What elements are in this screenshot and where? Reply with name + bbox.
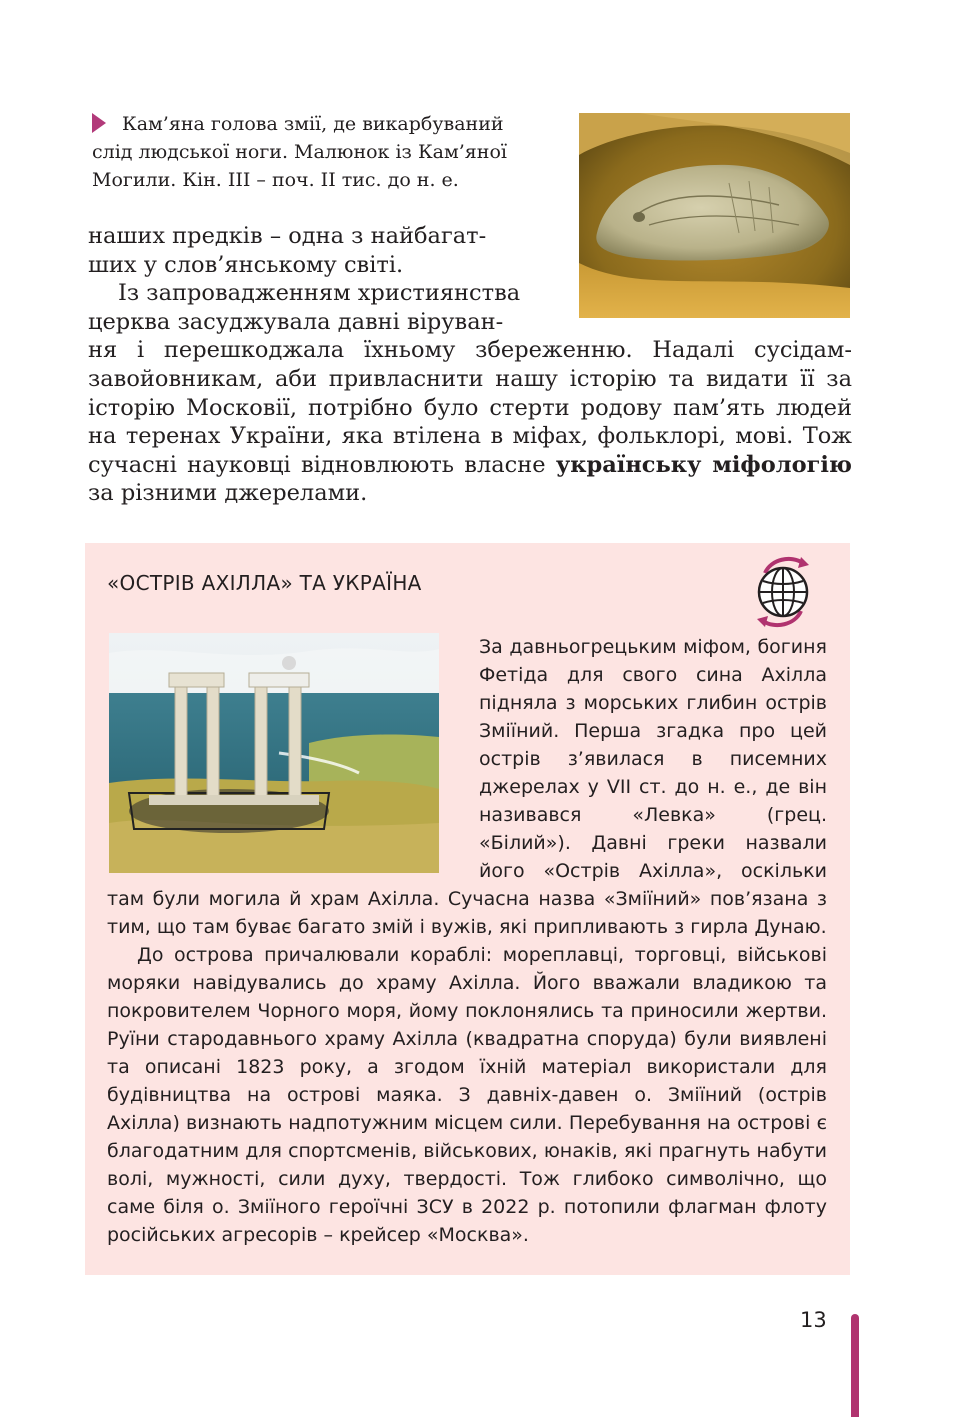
bold-term: українську міфологію <box>555 451 852 478</box>
main-text <box>88 222 852 508</box>
box-paragraph-2: До острова причалювали кораблі: мореплавці, торговці, військові моряки навідувались до храму Ахілла. Його вважали владикою та покровителем Чорного моря, йому поклонялись та приносили жертви. Руїни стародавнього храму Ахілла (квадратна споруда) були виявлені та описані 1823 року, а згодом їхній матеріал використали для будівництва на острові маяка. З давніх-давен о. Зміїний (острів Ахілла) визнають надпотужним місцем сили. Перебування на острові є благодатним для спортсменів, військових, юнаків, які прагнуть набути волі, мужності, сили духу, твердості. Тож глибоко символічно, що саме біля о. Зміїного героїчні ЗСУ в 2022 р. потопили флагман флоту російських агресорів – крейсер «Москва». <box>107 944 827 1246</box>
box-paragraph-1: За давньогрецьким міфом, богиня Фетіда для свого сина Ахілла підняла з морських глибин острів Зміїний. Перша згадка про цей острів з’явилася в писемних джерелах у VII ст. до н. е., де він називався «Левка» (грец. «Білий»). Давні греки назвали його «Острів Ахілла», оскільки там були могила й храм Ахілла. Сучасна назва «Зміїний» пов’язана з тим, що там буває багато змій і вужів, які припливають з гирла Дунаю. <box>107 636 827 938</box>
body-line: ших у слов’янському світі. <box>88 251 404 278</box>
box-title: «ОСТРІВ АХІЛЛА» ТА УКРАЇНА <box>107 571 422 595</box>
caption-line-3: Могили. Кін. ІІІ – поч. ІІ тис. до н. е. <box>92 169 459 191</box>
photo-spacer <box>107 633 457 885</box>
box-text <box>107 633 827 1249</box>
page-edge-bar <box>851 1314 859 1417</box>
caption-line-1: Кам’яна голова змії, де викарбуваний <box>92 110 552 138</box>
photo-caption <box>92 110 552 194</box>
globe-icon <box>751 551 815 633</box>
info-box <box>85 543 850 1275</box>
page-number: 13 <box>800 1308 827 1332</box>
body-line: Із запровадженням християнства <box>118 280 521 307</box>
caption-line-2: слід людської ноги. Малюнок із Кам’яної <box>92 141 507 163</box>
body-paragraph: ня і перешкоджала їхньому збереженню. Надалі сусідам-завойовникам, аби привласнити нашу історію та видати її за історію Московії, потрібно було стерти родову пам’ять людей на теренах України, яка втілена в міфах, фольклорі, мові. Тож сучасні науковці відновлюють власне українську міфологію за різними джерелами. <box>88 337 852 507</box>
body-line: церква засуджувала давні віруван- <box>88 308 504 335</box>
body-line: наших предків – одна з найбагат- <box>88 223 487 249</box>
triangle-marker-icon <box>92 113 106 133</box>
